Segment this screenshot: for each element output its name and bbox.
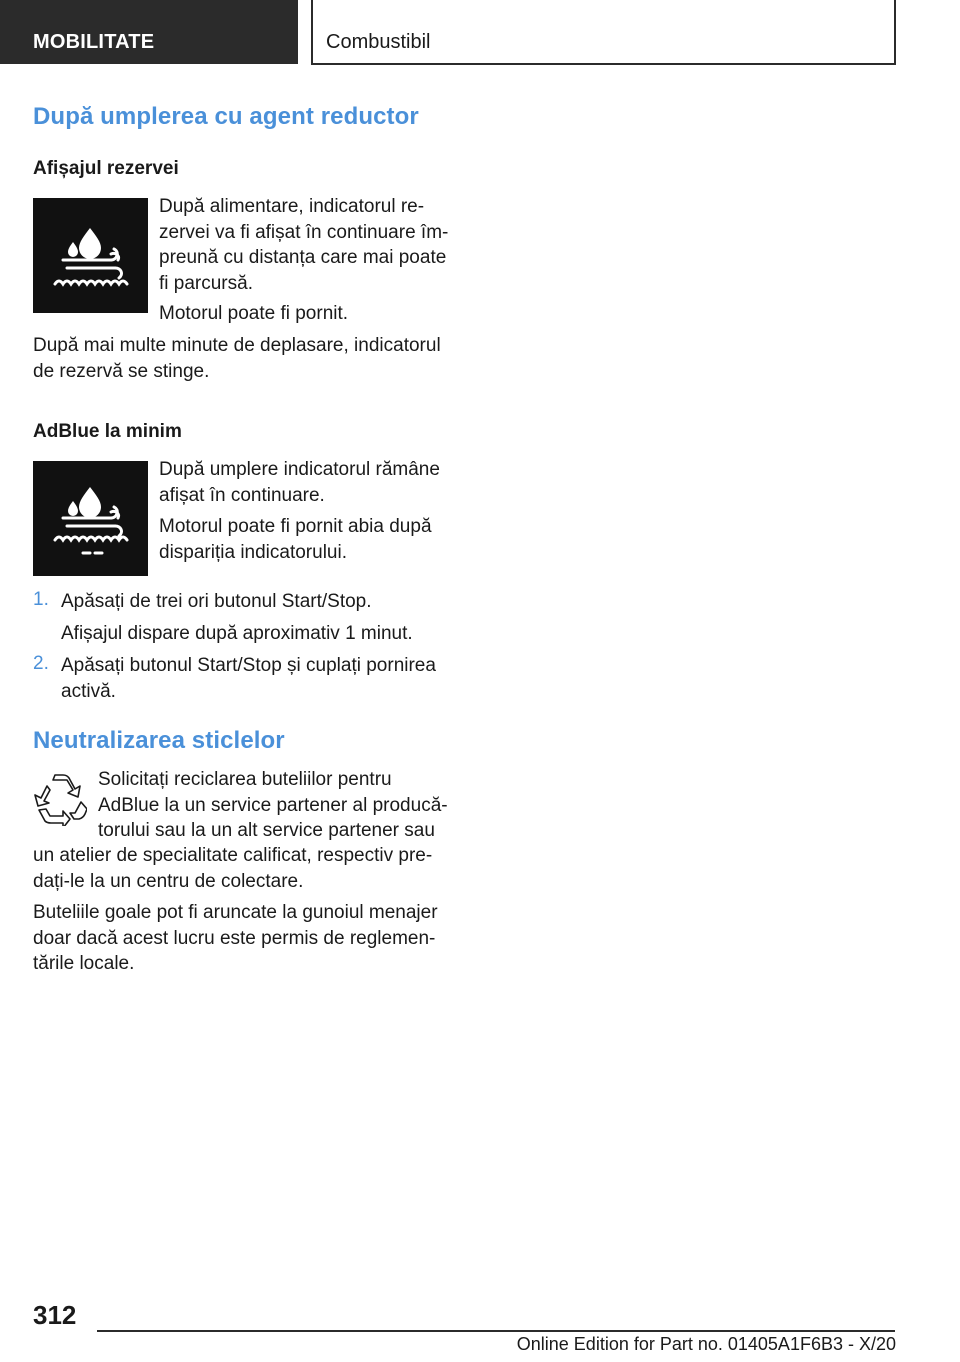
subheading-reserve-display: Afișajul rezervei	[33, 158, 179, 179]
section-title-disposal: Neutralizarea sticlelor	[33, 727, 285, 754]
adblue-warning-icon	[33, 198, 148, 313]
disposal-text-2: Buteliile goale pot fi aruncate la gunoiul menajer doar dacă acest lucru este permis de reglemen- tările locale.	[33, 902, 438, 974]
disposal-text-1: Solicitați reciclarea buteliilor pentru AdBlue la un service partener al producă- torului sau la un alt service partener sau	[98, 769, 448, 841]
step-text-2: Apăsați butonul Start/Stop și cuplați pornirea activă.	[61, 655, 436, 702]
reserve-text-2: Motorul poate fi pornit.	[159, 303, 349, 324]
page-number: 312	[33, 1300, 77, 1330]
disposal-text-1b: un atelier de specialitate calificat, respectiv pre- dați-le la un centru de colectare.	[33, 845, 433, 892]
header-chapter-label: Combustibil	[311, 0, 896, 65]
adblue-minimum-icon	[33, 461, 148, 576]
header-section-label: MOBILITATE	[0, 0, 298, 64]
step-number-1: 1.	[33, 589, 49, 610]
step-number-2: 2.	[33, 653, 49, 674]
subheading-adblue-minimum: AdBlue la minim	[33, 421, 182, 442]
recycle-icon	[33, 772, 87, 826]
reserve-text-1: După alimentare, indicatorul re- zervei va fi afișat în continuare îm- preună cu distanța care mai poate fi parcursă.	[159, 196, 449, 294]
footer-divider	[97, 1330, 895, 1332]
step-text-1: Apăsați de trei ori butonul Start/Stop.	[61, 591, 372, 612]
footer-edition: Online Edition for Part no. 01405A1F6B3 - X/20	[516, 1334, 896, 1354]
section-title-refill: După umplerea cu agent reductor	[33, 103, 419, 130]
reserve-text-3: După mai multe minute de deplasare, indicatorul de rezervă se stinge.	[33, 335, 441, 382]
adblue-min-text-1: După umplere indicatorul rămâne afișat în continuare.	[159, 459, 440, 506]
adblue-min-text-2: Motorul poate fi pornit abia după dispariția indicatorului.	[159, 516, 432, 563]
step-note-1: Afișajul dispare după aproximativ 1 minut.	[61, 623, 413, 644]
